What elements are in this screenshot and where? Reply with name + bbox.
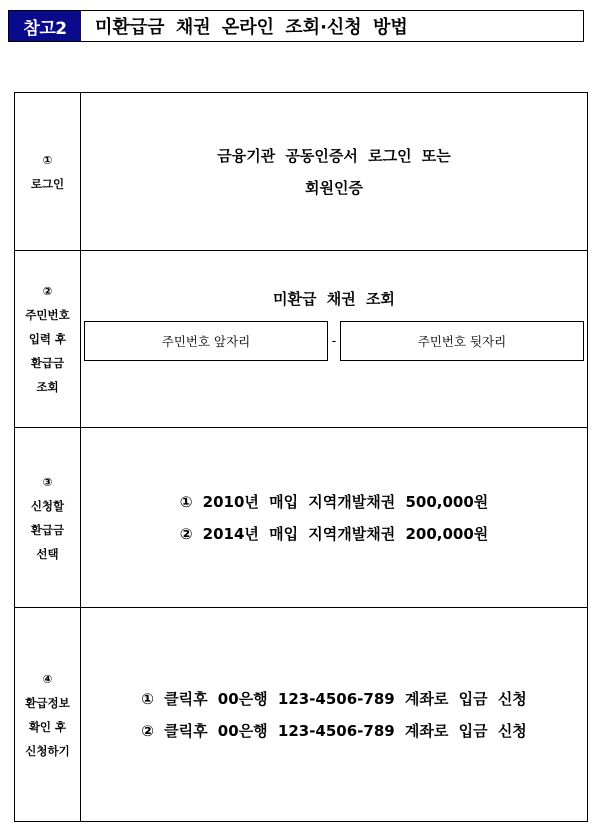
step-label: 환급정보 xyxy=(25,695,70,710)
step-label: 주민번호 xyxy=(25,308,70,322)
step-label: 조회 xyxy=(36,380,59,394)
step-label: 신청하기 xyxy=(25,743,70,758)
resident-number-back-field[interactable]: 주민번호 뒷자리 xyxy=(340,321,584,361)
step-content-cell xyxy=(81,608,587,821)
reference-badge: 참고2 xyxy=(9,11,81,41)
refund-option[interactable]: ② 2014년 매입 지역개발채권 200,000원 xyxy=(179,524,489,543)
step-label: 입력 후 xyxy=(28,332,67,346)
step-number: ② xyxy=(42,284,53,298)
step-label: 환급금 xyxy=(30,356,65,370)
step-content-cell xyxy=(81,428,587,607)
apply-option[interactable]: ① 클릭후 00은행 123-4506-789 계좌로 입금 신청 xyxy=(141,689,527,708)
procedure-table xyxy=(14,92,588,822)
resident-number-front-field[interactable]: 주민번호 앞자리 xyxy=(84,321,328,361)
step-label-cell xyxy=(15,251,81,427)
step-content-cell xyxy=(81,93,587,250)
step-label: 환급금 xyxy=(30,522,65,537)
step-number: ① xyxy=(42,152,53,167)
lookup-heading: 미환급 채권 조회 xyxy=(273,290,395,308)
resident-number-separator: - xyxy=(331,333,337,349)
step-content-line: 금융기관 공동인증서 로그인 또는 xyxy=(217,146,451,165)
step-row-lookup xyxy=(15,251,587,428)
page-title: 미환급금 채권 온라인 조회·신청 방법 xyxy=(95,17,408,38)
step-number: ④ xyxy=(42,671,53,686)
step-label-cell xyxy=(15,428,81,607)
step-row-select xyxy=(15,428,587,608)
step-label-cell xyxy=(15,93,81,250)
step-label: 로그인 xyxy=(30,176,65,191)
step-content-line: 회원인증 xyxy=(305,178,363,197)
step-row-login xyxy=(15,93,587,251)
step-label: 선택 xyxy=(36,546,59,561)
step-row-apply xyxy=(15,608,587,821)
step-content-cell xyxy=(81,251,587,427)
title-box xyxy=(8,10,584,42)
resident-number-inputs xyxy=(84,321,584,361)
refund-option[interactable]: ① 2010년 매입 지역개발채권 500,000원 xyxy=(179,492,489,511)
step-number: ③ xyxy=(42,474,53,489)
step-label: 확인 후 xyxy=(28,719,67,734)
apply-option[interactable]: ② 클릭후 00은행 123-4506-789 계좌로 입금 신청 xyxy=(141,721,527,740)
step-label: 신청할 xyxy=(30,498,65,513)
step-label-cell xyxy=(15,608,81,821)
